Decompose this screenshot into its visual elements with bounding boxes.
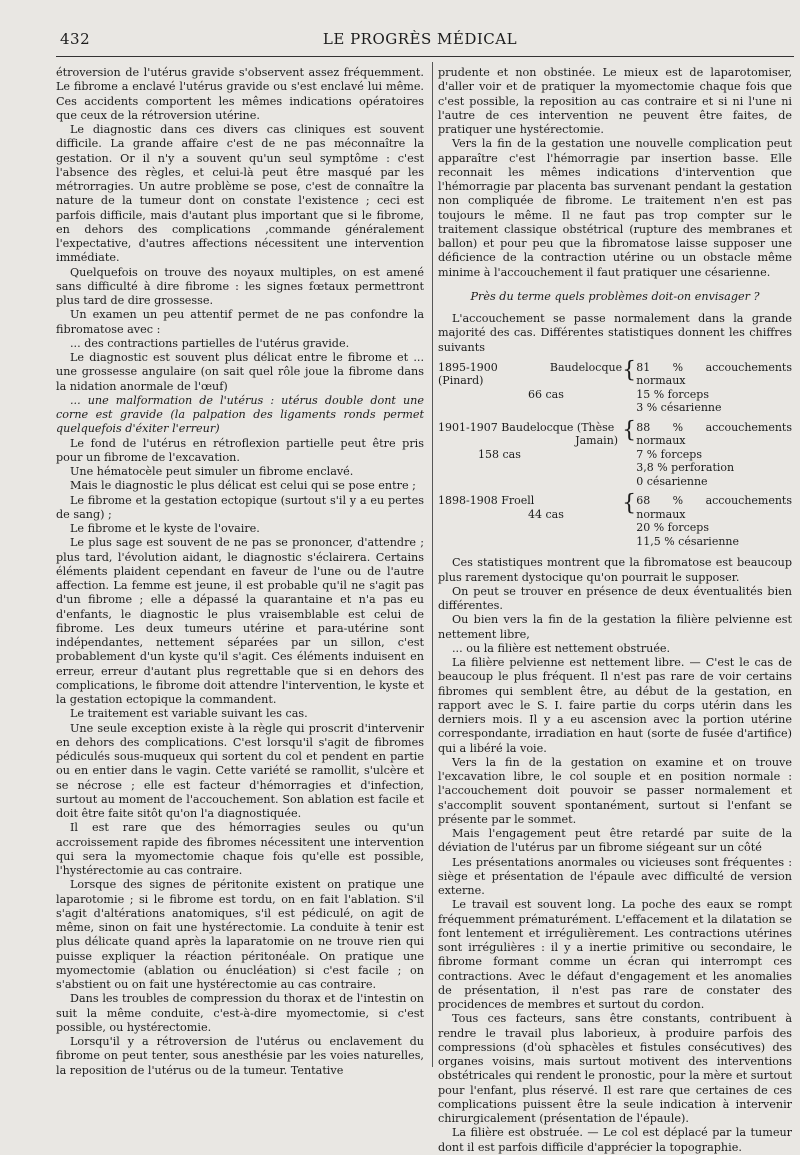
paragraph: Il est rare que des hémorragies seules ou qu'un accroissement rapide des fibromes nécessitent une intervention qui sera la myomectomie chaque fois qu'elle est possible, l'hystérectomie au cas contraire. xyxy=(56,821,424,877)
stat-author: Froell xyxy=(501,494,535,508)
stat-result: 88 % accouchements normaux xyxy=(636,420,792,448)
paragraph: Le diagnostic dans ces divers cas cliniques est souvent difficile. La grande affaire c'est de ne pas méconnaître la gestation. Or il n'y a souvent qu'un seul symptôme : c'est l'absence des règles, et celui-là peut être masqué par les métrorragies. Un autre problème se pose, c'est de connaître la nature de la tumeur dont on constate l'existence ; ceci est parfois difficile, mais d'autant plus important que si le fibrome, en dehors des complications ,commande généralement l'expectative, d'autres affections nécessitent une intervention immédiate. xyxy=(56,123,424,265)
paragraph: Mais le diagnostic le plus délicat est celui qui se pose entre ; xyxy=(70,479,416,493)
paragraph: Les présentations anormales ou vicieuses sont fréquentes : siège et présentation de l'épaule avec difficulté de version externe. xyxy=(438,855,792,897)
stat-result: 15 % forceps xyxy=(636,387,709,401)
statistics-table xyxy=(438,357,792,549)
page-header xyxy=(60,30,780,52)
table-row xyxy=(438,488,792,548)
table-row xyxy=(438,361,792,415)
stat-result: 81 % accouchements normaux xyxy=(636,360,792,388)
journal-title: LE PROGRÈS MÉDICAL xyxy=(322,30,518,48)
stat-author: Baudelocque (Thèse xyxy=(501,420,615,434)
paragraph: Mais l'engagement peut être retardé par suite de la déviation de l'utérus par un fibrome siégeant sur un côté xyxy=(438,827,792,855)
stat-cases: 158 cas xyxy=(478,447,521,461)
paragraph: Le plus sage est souvent de ne pas se prononcer, d'attendre ; plus tard, l'évolution aidant, le diagnostic s'éclairera. Certains éléments plaident cependant en faveur de l'une ou de l'autre affection. La femme est jeune, il est probable qu'il ne s'agit pas d'un fibrome ; elle a dépassé la quarantaine et n'a pas eu d'enfants, le diagnostic le plus vraisemblable est celui de fibrome. Les deux tumeurs utérine et para-utérine sont indépendantes, nettement séparées par un sillon, c'est probablement d'un kyste qu'il s'agit. Ces éléments induisent en erreur, erreur d'autant plus regrettable que si en dehors des complications, le fibrome doit attendre l'intervention, le kyste et la gestation ectopique la commandent. xyxy=(56,536,424,706)
paragraph: prudente et non obstinée. Le mieux est de laparotomiser, d'aller voir et de pratiquer la myomectomie chaque fois que c'est possible, la reposition au cas contraire et si ni l'une ni l'autre de ces intervention ne peuvent être faites, de pratiquer une hystérectomie. xyxy=(438,66,792,136)
paragraph: étroversion de l'utérus gravide s'observent assez fréquemment. Le fibrome a enclavé l'utérus gravide ou s'est enclavé lui même. Ces accidents comportent les mêmes indications opératoires que ceux de la rétroversion utérine. xyxy=(56,66,424,122)
brace-icon: { xyxy=(622,491,637,517)
paragraph: Le fibrome et le kyste de l'ovaire. xyxy=(70,522,260,535)
paragraph: Ces statistiques montrent que la fibromatose est beaucoup plus rarement dystocique qu'on pourrait le supposer. xyxy=(438,556,792,584)
paragraph: La filière pelvienne est nettement libre. — C'est le cas de beaucoup le plus fréquent. Il n'est pas rare de voir certains fibromes qui semblent être, au début de la gestation, en rapport avec le S. I. faire partie du corps utérin dans les derniers mois. Il y a eu ascension avec la portion utérine correspondante, irradiation en haut (sorte de fusée d'artifice) qui a libéré la voie. xyxy=(438,656,792,755)
section-heading: Près du terme quels problèmes doit-on envisager ? xyxy=(470,289,760,303)
stat-result: 0 césarienne xyxy=(636,474,708,488)
stat-cases: 66 cas xyxy=(528,387,564,401)
stat-result: 68 % accouchements normaux xyxy=(636,494,792,521)
paragraph: Quelquefois on trouve des noyaux multiples, on est amené sans difficulté à dire fibrome : les signes fœtaux permettront plus tard de dire grossesse. xyxy=(56,265,424,307)
table-row xyxy=(438,415,792,489)
paragraph: Le diagnostic est souvent plus délicat entre le fibrome et ... une grossesse angulaire (on sait quel rôle joue la fibrome dans la nidation anormale de l'œuf) xyxy=(56,351,424,393)
stat-author-line2: Jamain) xyxy=(575,434,619,448)
left-column xyxy=(56,66,424,1076)
page-number: 432 xyxy=(60,30,91,48)
paragraph: Le traitement est variable suivant les cas. xyxy=(70,707,308,721)
paragraph: Vers la fin de la gestation on examine et on trouve l'excavation libre, le col souple et en position normale : l'accouchement doit pouvoir se passer normalement et s'accomplit souvent spontanément, surtout si l'enfant se présente par le sommet. xyxy=(438,755,792,826)
paragraph: Lorsque des signes de péritonite existent on pratique une laparotomie ; si le fibrome est tordu, on en fait l'ablation. S'il s'agit d'altérations anatomiques, s'il est pédiculé, on agit de même, sinon on fait une hystérectomie. La conduite à tenir est plus délicate quand après la laparatomie on ne trouve rien qui puisse expliquer la réaction péritonéale. On pratique une myomectomie (ablation ou énucléation) si c'est facile ; on s'abstient ou on fait une hystérectomie au cas contraire. xyxy=(56,878,424,991)
paragraph: Le fibrome et la gestation ectopique (surtout s'il y a eu pertes de sang) ; xyxy=(56,493,424,521)
paragraph: L'accouchement se passe normalement dans la grande majorité des cas. Différentes statistiques donnent les chiffres suivants xyxy=(438,312,792,354)
right-column xyxy=(438,66,792,1154)
paragraph: Le fond de l'utérus en rétroflexion partielle peut être pris pour un fibrome de l'excavation. xyxy=(56,436,424,464)
paragraph: Une hématocèle peut simuler un fibrome enclavé. xyxy=(70,465,354,478)
paragraph: Lorsqu'il y a rétroversion de l'utérus ou enclavement du fibrome on peut tenter, sous anesthésie par les voies naturelles, la reposition de l'utérus ou de la tumeur. Tentative xyxy=(56,1035,424,1077)
stat-result: 3,8 % perforation xyxy=(636,461,735,475)
paragraph: ... une malformation de l'utérus : utérus double dont une corne est gravide (la palpation des ligaments ronds permet quelquefois d'éxiter l'erreur) xyxy=(56,393,424,436)
stat-cases: 44 cas xyxy=(528,507,564,521)
paragraph: Tous ces facteurs, sans être constants, contribuent à rendre le travail plus laborieux, à produire parfois des compressions (d'où sphacèles et fistules consécutives) des organes voisins, mais surtout motivent des interventions obstétricales qui rendent le pronostic, pour la mère et surtout pour l'enfant, plus réservé. Il est rare que certaines de ces complications puissent être la seule indication à intervenir chirurgicalement (présentation de l'épaule). xyxy=(438,1012,792,1125)
stat-result: 3 % césarienne xyxy=(636,401,722,415)
paragraph: Vers la fin de la gestation une nouvelle complication peut apparaître c'est l'hémorragie par insertion basse. Elle reconnait les mêmes indications d'intervention que l'hémorragie par placenta bas survenant pendant la gestation non compliquée de fibrome. Le traitement n'en est pas toujours le même. Il ne faut pas trop compter sur le traitement classique obstétrical (rupture des membranes et ballon) et pour peu que la fibromatose laisse supposer une déficience de la contraction utérine ou un obstacle même minime à l'accouchement il faut pratiquer une césarienne. xyxy=(438,137,792,279)
stat-period: 1898-1908 xyxy=(438,494,498,508)
stat-result: 11,5 % césarienne xyxy=(636,534,740,548)
brace-icon: { xyxy=(622,357,637,383)
paragraph: Une seule exception existe à la règle qui proscrit d'intervenir en dehors des complications. C'est lorsqu'il s'agit de fibromes pédiculés sous-muqueux qui sortent du col et pendent en partie ou en entier dans le vagin. Cette variété se ramollit, s'ulcère et se nécrose ; elle est facteur d'hémorragies et d'infection, surtout au moment de l'accouchement. Son ablation est facile et doit être faite sitôt qu'on l'a diagnostiquée. xyxy=(56,721,424,820)
stat-period: 1895-1900 xyxy=(438,360,498,374)
stat-result: 7 % forceps xyxy=(636,447,702,461)
header-rule xyxy=(56,56,794,57)
paragraph: Ou bien vers la fin de la gestation la filière pelvienne est nettement libre, xyxy=(438,613,792,641)
stat-period: 1901-1907 xyxy=(438,420,498,434)
paragraph: On peut se trouver en présence de deux éventualités bien différentes. xyxy=(438,584,792,612)
paragraph: Le travail est souvent long. La poche des eaux se rompt fréquemment prématurément. L'effacement et la dilatation se font lentement et irrégulièrement. Les contractions utérines sont irrégulières : il y a inertie primitive ou secondaire, le fibrome formant comme un écran qui interrompt ces contractions. Avec le défaut d'engagement et les anomalies de présentation, il n'est pas rare de constater des procidences de membres et surtout du cordon. xyxy=(438,898,792,1011)
paragraph: La filière est obstruée. — Le col est déplacé par la tumeur dont il est parfois difficile d'apprécier la topographie. xyxy=(438,1126,792,1154)
stat-author: Baudelocque (Pinard) xyxy=(438,360,623,388)
column-divider xyxy=(432,62,433,1067)
paragraph: Un examen un peu attentif permet de ne pas confondre la fibromatose avec : xyxy=(56,308,424,336)
paragraph: ... des contractions partielles de l'utérus gravide. xyxy=(70,336,350,350)
brace-icon: { xyxy=(622,417,637,443)
paragraph: Dans les troubles de compression du thorax et de l'intestin on suit la même conduite, c'est-à-dire myomectomie, si c'est possible, ou hystérectomie. xyxy=(56,992,424,1034)
stat-result: 20 % forceps xyxy=(636,521,709,535)
paragraph: ... ou la filière est nettement obstruée. xyxy=(452,641,671,655)
